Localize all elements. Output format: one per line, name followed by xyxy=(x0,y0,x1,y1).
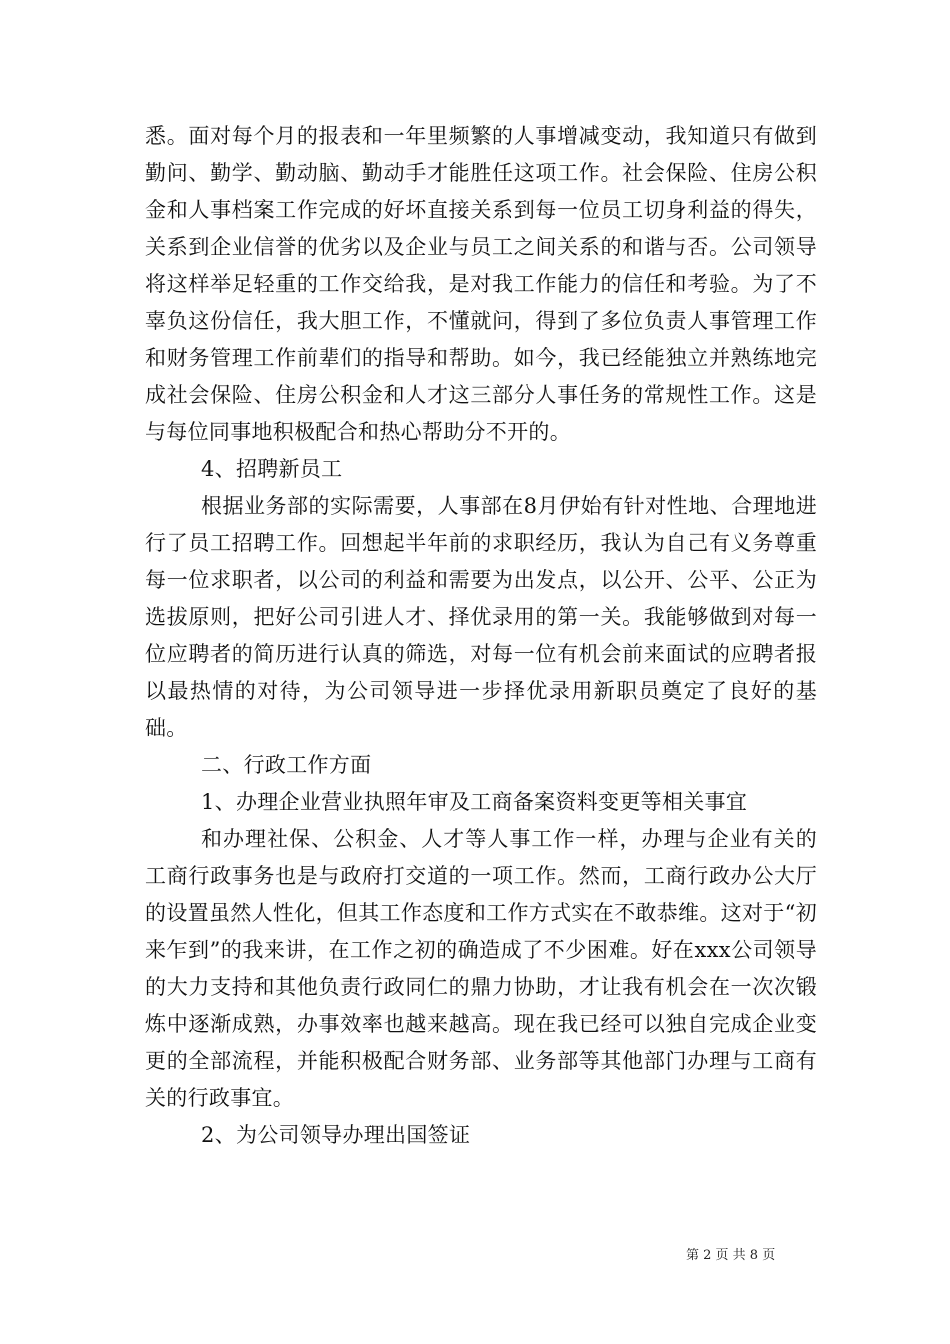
section-heading-administration: 二、行政工作方面 xyxy=(201,753,372,777)
document-body xyxy=(145,118,817,1154)
paragraph-recruitment: 根据业务部的实际需要，人事部在8月伊始有针对性地、合理地进行了员工招聘工作。回想起半年前的求职经历，我认为自己有义务尊重每一位求职者，以公司的利益和需要为出发点，以公开、公平、公正为选拔原则，把好公司引进人才、择优录用的第一关。我能够做到对每一位应聘者的简历进行认真的筛选，对每一位有机会前来面试的应聘者报以最热情的对待，为公司领导进一步择优录用新职员奠定了良好的基础。 xyxy=(145,494,817,740)
subheading-business-license: 1、办理企业营业执照年审及工商备案资料变更等相关事宜 xyxy=(201,790,748,814)
subheading-recruit-new-staff: 4、招聘新员工 xyxy=(201,457,343,481)
paragraph-continuation: 悉。面对每个月的报表和一年里频繁的人事增减变动，我知道只有做到勤问、勤学、勤动脑、勤动手才能胜任这项工作。社会保险、住房公积金和人事档案工作完成的好坏直接关系到每一位员工切身利益的得失，关系到企业信誉的优劣以及企业与员工之间关系的和谐与否。公司领导将这样举足轻重的工作交给我，是对我工作能力的信任和考验。为了不辜负这份信任，我大胆工作，不懂就问，得到了多位负责人事管理工作和财务管理工作前辈们的指导和帮助。如今，我已经能独立并熟练地完成社会保险、住房公积金和人才这三部分人事任务的常规性工作。这是与每位同事地积极配合和热心帮助分不开的。 xyxy=(145,124,817,444)
subheading-visa: 2、为公司领导办理出国签证 xyxy=(201,1123,471,1147)
page-number: 第 2 页 共 8 页 xyxy=(686,1248,776,1263)
paragraph-business-affairs: 和办理社保、公积金、人才等人事工作一样，办理与企业有关的工商行政事务也是与政府打交道的一项工作。然而，工商行政办公大厅的设置虽然人性化，但其工作态度和工作方式实在不敢恭维。这对于“初来乍到”的我来讲，在工作之初的确造成了不少困难。好在xxx公司领导的大力支持和其他负责行政同仁的鼎力协助，才让我有机会在一次次锻炼中逐渐成熟，办事效率也越来越高。现在我已经可以独自完成企业变更的全部流程，并能积极配合财务部、业务部等其他部门办理与工商有关的行政事宜。 xyxy=(145,827,817,1110)
